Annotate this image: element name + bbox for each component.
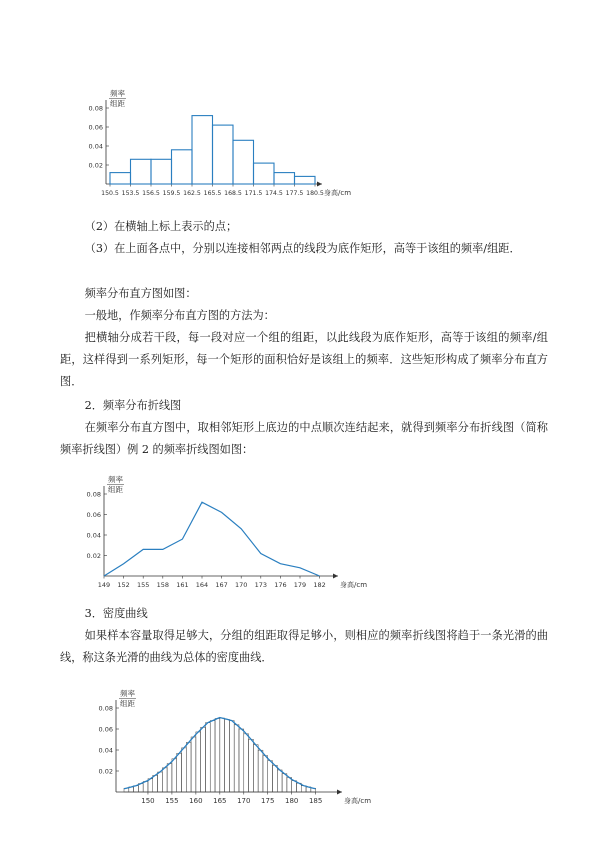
y-axis-label-top: 频率 [110, 89, 125, 98]
histogram-bar [274, 173, 295, 184]
x-tick-label: 175 [261, 797, 275, 805]
density-bar [196, 732, 201, 792]
y-tick-label: 0.08 [98, 704, 113, 713]
y-axis-label-bottom: 组距 [108, 485, 123, 494]
density-bar [153, 775, 158, 792]
x-tick-label: 180 [284, 797, 299, 805]
frequency-polygon-chart [86, 464, 386, 594]
histogram-bar [254, 163, 275, 184]
y-axis-label-top: 频率 [120, 689, 135, 698]
density-bar [277, 770, 282, 792]
density-bar [191, 737, 196, 792]
polygon-description-text: 在频率分布直方图中，取相邻矩形上底边的中点顺次连结起来，就得到频率分布折线图（简称频率折线图）例 2 的频率折线图如图： [60, 421, 548, 456]
histogram-bar [110, 173, 131, 184]
x-tick-label: 161 [176, 581, 189, 589]
y-axis-label-bottom: 组距 [120, 699, 135, 708]
x-tick-label: 160 [189, 797, 203, 805]
x-axis-arrow [337, 790, 342, 795]
density-bar [210, 721, 215, 792]
density-bar [253, 745, 258, 792]
x-axis-label: 身高/cm [324, 189, 352, 197]
density-bar [177, 753, 182, 792]
y-tick-label: 0.04 [98, 746, 113, 755]
density-bar [239, 729, 244, 792]
density-figure [88, 678, 408, 810]
x-tick-label: 165.5 [203, 190, 222, 197]
density-bar [186, 742, 191, 792]
density-bar [244, 734, 249, 792]
density-bar [234, 725, 239, 792]
general-method-text: 一般地，作频率分布直方图的方法为： [84, 309, 275, 322]
x-tick-label: 153.5 [121, 190, 140, 197]
histogram-bar [213, 125, 234, 184]
density-curve-chart [88, 678, 408, 810]
step-2-text: （2）在横轴上标上表示的点； [84, 220, 238, 233]
histogram-bar [295, 176, 316, 184]
x-tick-label: 159.5 [162, 190, 181, 197]
density-bar [287, 778, 292, 792]
x-tick-label: 177.5 [285, 190, 304, 197]
y-tick-label: 0.06 [86, 511, 101, 519]
histogram-bar [233, 140, 254, 184]
density-bar [263, 756, 268, 792]
method-description-text: 把横轴分成若干段，每一段对应一个组的组距，以此线段为底作矩形，高等于该组的频率/组距，这样得到一系列矩形，每一个矩形的面积恰好是该组上的频率．这些矩形构成了频率分布直方图． [60, 331, 548, 388]
density-bar [282, 774, 287, 792]
x-tick-label: 171.5 [244, 190, 263, 197]
y-tick-label: 0.06 [98, 725, 113, 734]
histogram-chart [86, 78, 356, 210]
density-bar [215, 719, 220, 793]
y-axis-label-bottom: 组距 [110, 99, 125, 108]
density-bar [249, 739, 254, 792]
x-tick-label: 165 [213, 797, 227, 805]
step-3-text: （3）在上面各点中，分别以连接相邻两点的线段为底作矩形，高等于该组的频率/组距． [84, 242, 521, 255]
y-tick-label: 0.02 [86, 552, 101, 560]
x-tick-label: 174.5 [265, 190, 283, 197]
x-tick-label: 150.5 [101, 190, 119, 197]
x-tick-label: 176 [274, 581, 287, 589]
y-tick-label: 0.02 [98, 767, 113, 776]
x-tick-label: 155 [136, 581, 150, 589]
y-tick-label: 0.08 [88, 104, 103, 113]
polygon-figure [86, 464, 386, 594]
density-bar [143, 782, 148, 793]
density-bar [162, 768, 167, 792]
y-tick-label: 0.08 [86, 490, 101, 499]
x-tick-label: 155 [165, 797, 179, 805]
section-3-heading: 3．密度曲线 [84, 607, 148, 620]
x-tick-label: 179 [293, 581, 307, 589]
x-tick-label: 150 [141, 797, 155, 805]
histogram-bar [151, 159, 172, 184]
x-tick-label: 180.5 [306, 190, 324, 197]
x-tick-label: 168.5 [224, 190, 242, 197]
density-bar [158, 772, 163, 792]
x-axis-label: 身高/cm [344, 797, 372, 805]
histogram-intro-text: 频率分布直方图如图： [84, 287, 197, 300]
density-bar [225, 719, 230, 792]
y-tick-label: 0.04 [86, 531, 101, 540]
x-tick-label: 164 [195, 581, 209, 589]
density-bar [201, 727, 206, 792]
density-bar [181, 748, 186, 792]
histogram-figure [86, 78, 356, 210]
x-tick-label: 170 [237, 797, 251, 805]
density-bar [258, 750, 263, 792]
x-tick-label: 152 [117, 581, 130, 589]
x-tick-label: 158 [156, 581, 170, 589]
x-tick-label: 173 [254, 581, 268, 589]
section-2-heading: 2．频率分布折线图 [84, 399, 182, 412]
x-tick-label: 156.5 [142, 190, 160, 197]
density-bar [172, 759, 177, 792]
y-tick-label: 0.04 [88, 142, 103, 151]
frequency-polygon-line [104, 502, 320, 576]
density-description-text: 如果样本容量取得足够大，分组的组距取得足够小，则相应的频率折线图将趋于一条光滑的曲线，称这条光滑的曲线为总体的密度曲线． [60, 629, 548, 664]
density-bar [167, 764, 172, 792]
y-axis-label-top: 频率 [108, 475, 123, 484]
x-axis-arrow [317, 182, 322, 187]
y-tick-label: 0.06 [88, 123, 103, 132]
histogram-bar [192, 116, 213, 184]
x-axis-label: 身高/cm [340, 581, 368, 589]
density-bar [273, 765, 278, 792]
x-tick-label: 182 [313, 581, 326, 589]
x-tick-label: 162.5 [183, 190, 201, 197]
density-bar [205, 723, 210, 792]
histogram-bar [172, 150, 193, 184]
x-tick-label: 185 [308, 797, 323, 805]
x-tick-label: 149 [97, 581, 111, 589]
x-tick-label: 167 [215, 581, 228, 589]
density-bar [229, 721, 234, 792]
x-tick-label: 170 [234, 581, 248, 589]
x-axis-arrow [333, 574, 338, 579]
density-bar [292, 781, 297, 792]
y-tick-label: 0.02 [88, 161, 103, 170]
density-bar [220, 718, 225, 792]
histogram-bar [131, 159, 152, 184]
density-bar [268, 761, 273, 792]
